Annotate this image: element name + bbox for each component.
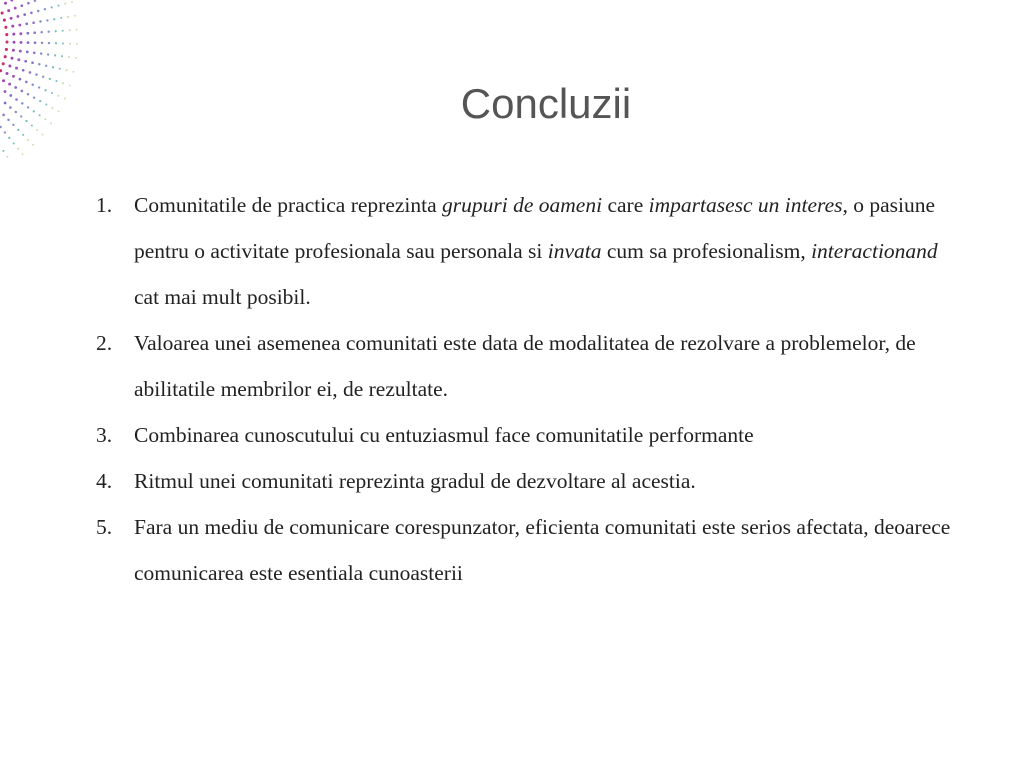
list-item-number: 2. bbox=[96, 331, 113, 355]
slide-title: Concluzii bbox=[460, 80, 632, 127]
list-item-emphasis: grupuri de oameni bbox=[442, 193, 603, 217]
list-item-number: 5. bbox=[96, 515, 113, 539]
list-item bbox=[96, 182, 966, 320]
list-item-text: Comunitatile de practica reprezinta bbox=[134, 193, 443, 217]
list-item bbox=[96, 412, 966, 458]
list-item-emphasis: impartasesc un interes bbox=[648, 193, 843, 217]
list-item bbox=[96, 320, 966, 412]
list-item-text: Combinarea cunoscutului cu entuziasmul face comunitatile performante bbox=[134, 423, 754, 447]
list-item-text: Valoarea unei asemenea comunitati este data de modalitatea de rezolvare a problemelor, de abilitatile membrilor ei, de rezultate. bbox=[134, 331, 916, 401]
conclusions-list bbox=[96, 182, 966, 596]
list-item-emphasis: invata bbox=[547, 239, 602, 263]
list-item-number: 4. bbox=[96, 469, 113, 493]
list-item-number: 3. bbox=[96, 423, 113, 447]
list-item-emphasis: interactionand bbox=[811, 239, 938, 263]
list-item-text: cum sa profesionalism, bbox=[601, 239, 812, 263]
list-item bbox=[96, 504, 966, 596]
list-item-text: cat mai mult posibil. bbox=[134, 285, 311, 309]
list-item-text: Fara un mediu de comunicare corespunzator, eficienta comunitati este serios afectata, deoarece comunicarea este esentiala cunoasterii bbox=[134, 515, 951, 585]
list-item-text: , o pasiune pentru o activitate profesionala sau personala si bbox=[134, 193, 936, 263]
list-item-number: 1. bbox=[96, 193, 113, 217]
list-item bbox=[96, 458, 966, 504]
list-item-text: Ritmul unei comunitati reprezinta gradul de dezvoltare al acestia. bbox=[134, 469, 696, 493]
list-item-text: care bbox=[602, 193, 649, 217]
